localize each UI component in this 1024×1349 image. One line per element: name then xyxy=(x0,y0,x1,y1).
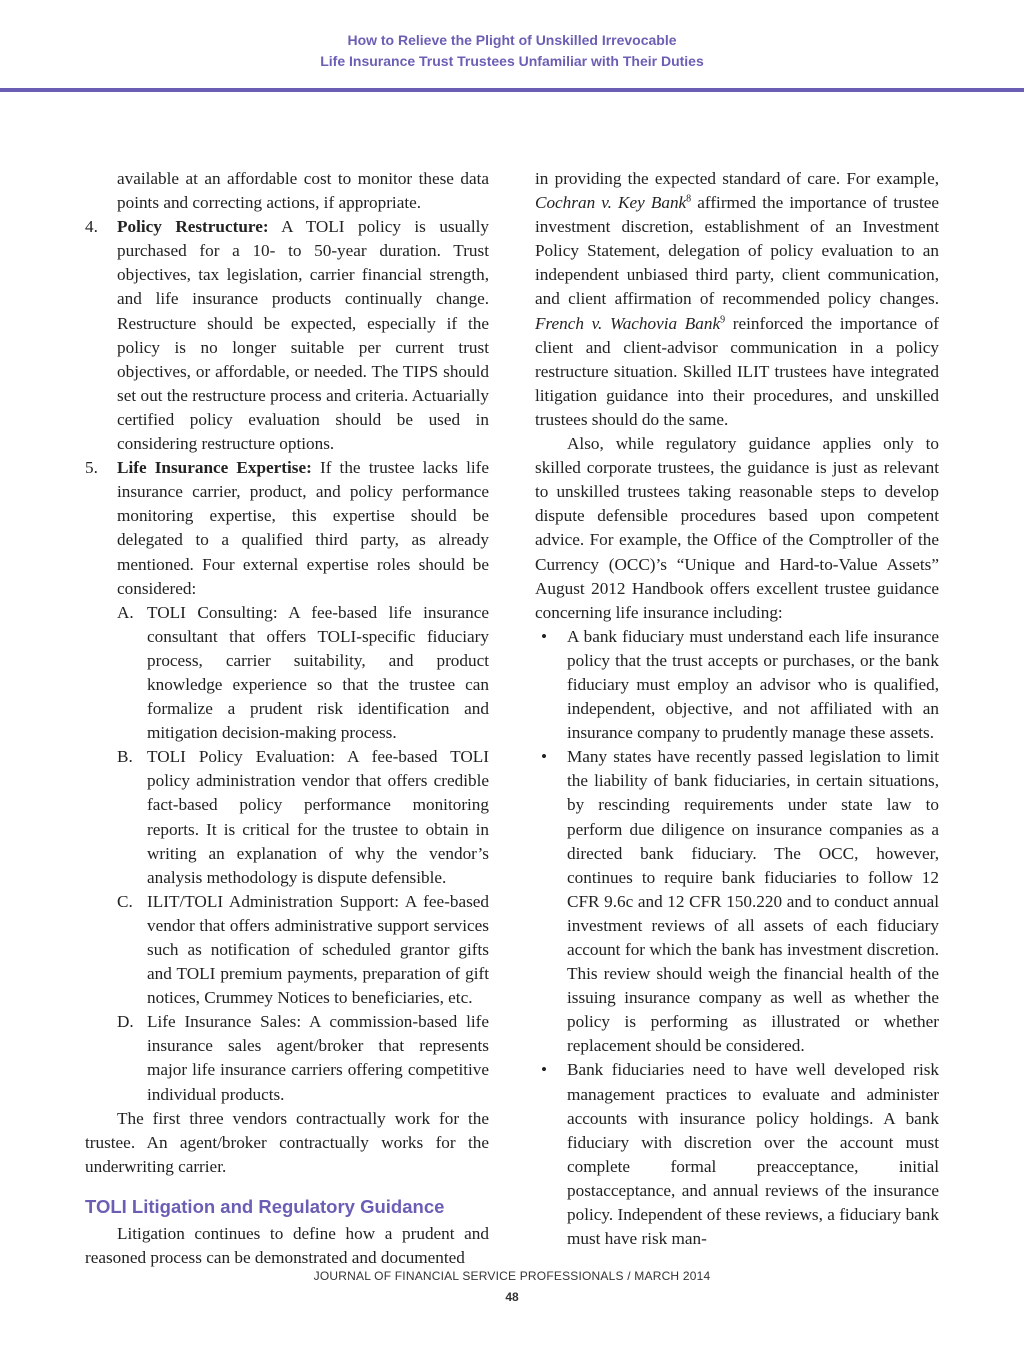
bullet-item xyxy=(535,625,939,745)
sub-item-letter: C. xyxy=(117,891,133,911)
regulatory-paragraph: Also, while regulatory guidance applies only to skilled corporate trustees, the guidance is just as relevant to unskilled trustees taking reasonable steps to develop dispute defensible procedures based upon competent advice. For example, the Office of the Comptroller of the Currency (OCC)’s “Unique and Hard-to-Value Assets” August 2012 Handbook offers excellent trustee guidance concerning life insurance including: xyxy=(535,434,939,622)
case-citation-cochran: Cochran v. Key Bank xyxy=(535,193,687,213)
sub-item-administration-support xyxy=(85,890,489,1010)
sub-item-toli-policy-evaluation xyxy=(85,745,489,890)
case-citation-french: French v. Wachovia Bank xyxy=(535,313,721,333)
sub-item-letter: D. xyxy=(117,1012,134,1032)
litigation-paragraph xyxy=(535,167,939,432)
list-item-life-insurance-expertise xyxy=(85,456,489,601)
header-title-line-1: How to Relieve the Plight of Unskilled Irrevocable xyxy=(347,32,677,48)
paragraph-text: in providing the expected standard of care. For example, xyxy=(535,169,939,188)
page-number: 48 xyxy=(505,1290,519,1304)
sub-item-life-insurance-sales xyxy=(85,1010,489,1106)
bullet-symbol: • xyxy=(541,747,548,767)
right-column xyxy=(535,167,939,1251)
sub-item-toli-consulting xyxy=(85,601,489,746)
header-rule xyxy=(0,88,1024,92)
bullet-text: Bank fiduciaries need to have well developed risk management practices to evaluate and administer accounts with insurance policy holdings. A bank fiduciary with discretion over the account must complete formal preacceptance, initial postacceptance, and annual reviews of the insurance policy. Independent of these reviews, a fiduciary bank must have risk man- xyxy=(567,1060,939,1249)
closing-paragraph: The first three vendors contractually work for the trustee. An agent/broker contractually works for the underwriting carrier. xyxy=(85,1108,489,1176)
item-title: Policy Restructure: xyxy=(117,217,269,237)
sub-item-text: ILIT/TOLI Administration Support: A fee-based vendor that offers administrative support services such as notification of scheduled grantor gifts and TOLI premium payments, preparation of gift notices, Crummey Notices to beneficiaries, etc. xyxy=(147,891,489,1008)
section-intro-paragraph: Litigation continues to define how a prudent and reasoned process can be demonstrated and documented xyxy=(85,1223,489,1268)
item-number: 5. xyxy=(85,458,98,478)
section-heading: TOLI Litigation and Regulatory Guidance xyxy=(85,1195,445,1217)
bullet-symbol: • xyxy=(541,626,548,646)
paragraph-text: affirmed the importance of trustee investment discretion, establishment of an Investment Policy Statement, delegation of policy evaluation to an independent unbiased third party, client communication, and client affirmation of recommended policy changes. xyxy=(535,193,940,309)
sub-item-letter: A. xyxy=(117,602,134,622)
bullet-symbol: • xyxy=(541,1060,548,1080)
continuation-paragraph: available at an affordable cost to monitor these data points and correcting actions, if appropriate. xyxy=(117,169,489,213)
header-title-line-2: Life Insurance Trust Trustees Unfamiliar with Their Duties xyxy=(320,53,704,69)
item-title: Life Insurance Expertise: xyxy=(117,458,312,478)
paragraph-text: reinforced the importance of client and client-advisor communication in a policy restructure situation. Skilled ILIT trustees have integrated litigation guidance into their procedures, and unskilled trustees should do the same. xyxy=(535,313,939,429)
footnote-marker: 9 xyxy=(720,313,726,325)
bullet-item xyxy=(535,1058,939,1251)
footnote-marker: 8 xyxy=(686,193,692,205)
bullet-text: Many states have recently passed legislation to limit the liability of bank fiduciaries, in certain situations, by rescinding requirements under state law to perform due diligence on insurance companies as a directed bank fiduciary. The OCC, however, continues to require bank fiduciaries to follow 12 CFR 9.6c and 12 CFR 150.220 and to conduct annual investment reviews of all assets of each fiduciary account for which the bank has investment discretion. This review should weigh the financial health of the issuing insurance company as well as whether the policy is performing as illustrated or whether replacement should be considered. xyxy=(567,747,939,1056)
sub-item-text: TOLI Consulting: A fee-based life insurance consultant that offers TOLI-specific fiduciary process, carrier suitability, and product knowledge experience so that the trustee can formalize a prudent risk identification and mitigation decision-making process. xyxy=(147,602,489,743)
journal-footer: JOURNAL OF FINANCIAL SERVICE PROFESSIONALS / MARCH 2014 xyxy=(313,1269,711,1283)
item-text: A TOLI policy is usually purchased for a 10- to 50-year duration. Trust objectives, tax legislation, carrier financial strength, and life insurance products continually change. Restructure should be expected, especially if the policy is no longer suitable per current trust objectives, or affordable, or needed. The TIPS should set out the restructure process and criteria. Actuarially certified policy evaluation should be used in considering restructure options. xyxy=(117,217,489,454)
item-number: 4. xyxy=(85,217,98,237)
left-column xyxy=(85,167,489,1270)
sub-item-text: Life Insurance Sales: A commission-based life insurance sales agent/broker that represents major life insurance carriers offering competitive individual products. xyxy=(147,1012,489,1104)
item-text: If the trustee lacks life insurance carrier, product, and policy performance monitoring expertise, this expertise should be delegated to a qualified third party, as already mentioned. Four external expertise roles should be considered: xyxy=(117,458,489,598)
sub-item-text: TOLI Policy Evaluation: A fee-based TOLI policy administration vendor that offers credible fact-based policy performance monitoring reports. It is critical for the trustee to obtain in writing an explanation of why the vendor’s analysis methodology is dispute defensible. xyxy=(147,747,489,887)
list-item-policy-restructure xyxy=(85,215,489,456)
sub-item-letter: B. xyxy=(117,747,133,767)
running-header xyxy=(0,30,1024,72)
bullet-item xyxy=(535,745,939,1058)
bullet-text: A bank fiduciary must understand each life insurance policy that the trust accepts or purchases, or the bank fiduciary must employ an advisor who is qualified, independent, objective, and not affiliated with an insurance company to prudently manage these assets. xyxy=(567,626,939,743)
